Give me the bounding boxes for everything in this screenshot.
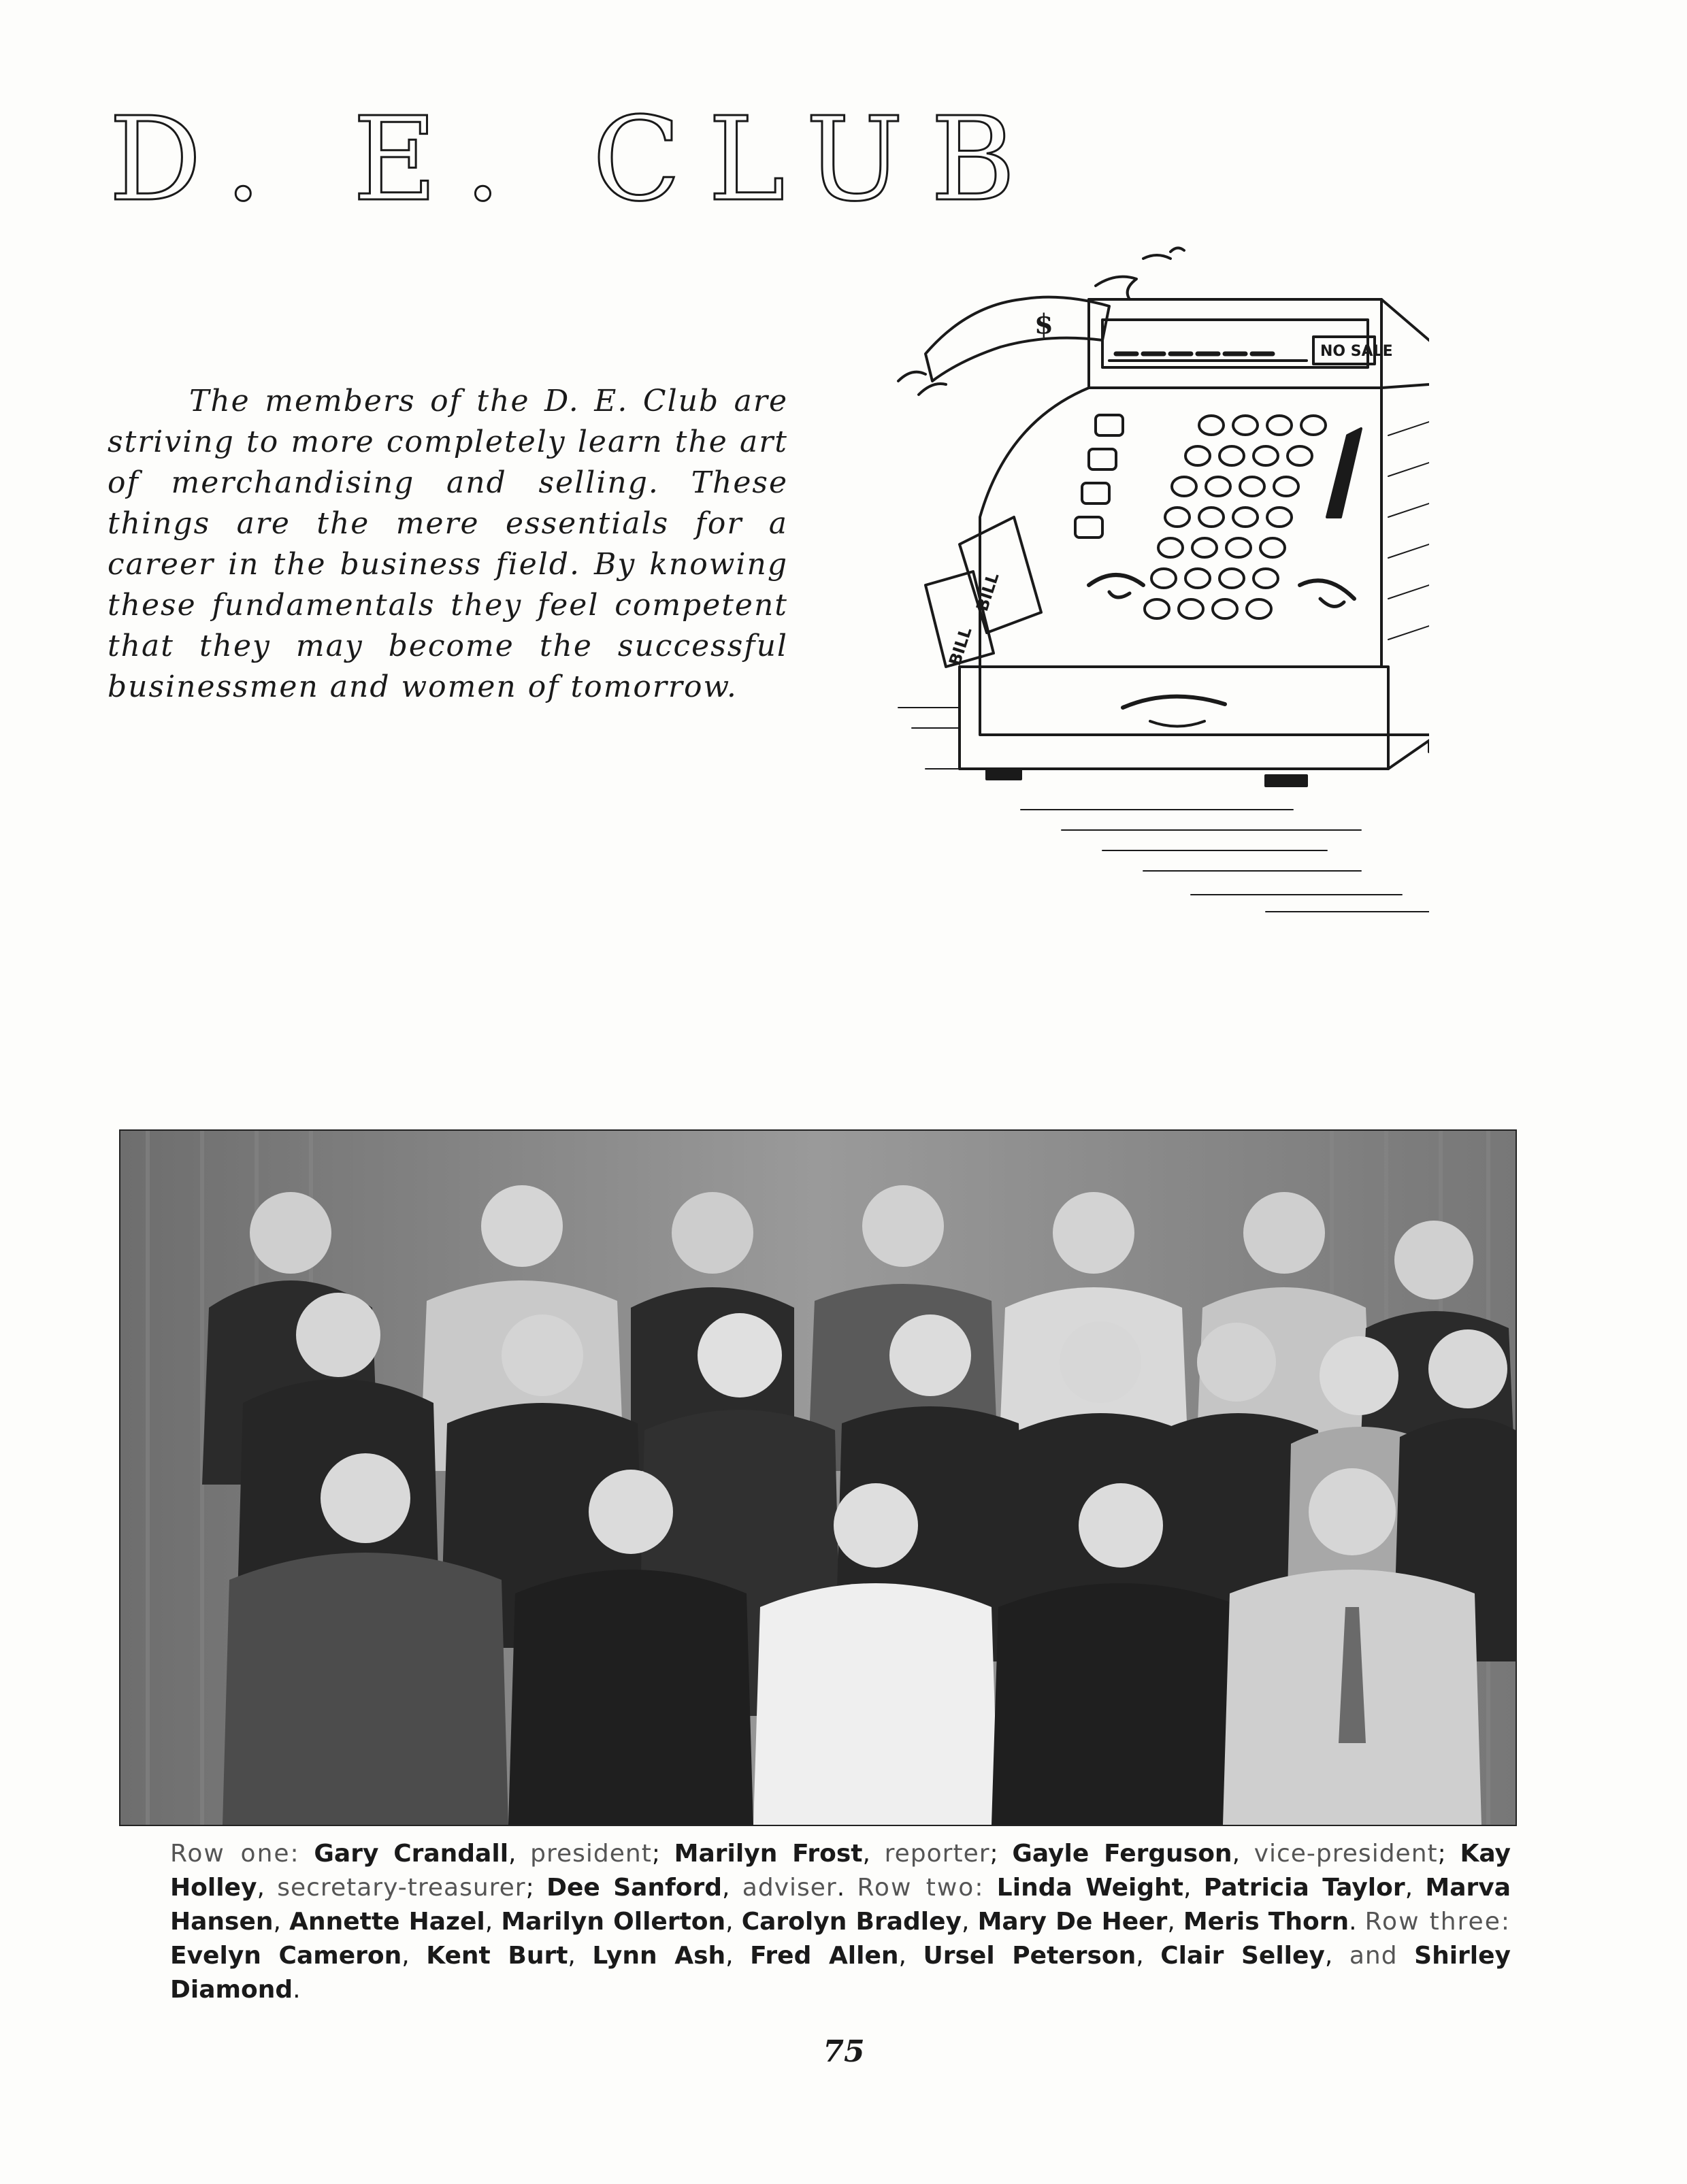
bill-label-2: BILL [945,625,976,668]
row-three-member: Evelyn Cameron [170,1942,402,1970]
row-three-member: Ursel Peterson [923,1942,1136,1970]
row-three-label: Row three: [1364,1908,1511,1936]
row-one-member: Kay Holley [170,1840,1511,1902]
row-two-member: Marva Hansen [170,1874,1511,1936]
row-one-role: reporter [884,1840,990,1868]
row-three-member: Lynn Ash [592,1942,726,1970]
row-one-role: secretary-treasurer [277,1874,526,1902]
row-two-member: Patricia Taylor [1203,1874,1405,1902]
row-one-role: vice-president [1254,1840,1438,1868]
row-two-member: Meris Thorn [1183,1908,1349,1936]
row-one-member: Marilyn Frost [674,1840,863,1868]
bill-label-1: BILL [972,570,1003,614]
row-three-member: Kent Burt [426,1942,568,1970]
row-two-member: Marilyn Ollerton [501,1908,726,1936]
row-two-member: Linda Weight [996,1874,1183,1902]
intro-paragraph: The members of the D. E. Club are striving to more completely learn the art of merchandising and selling. These things are the mere essentials for a career in the business field. By knowing these fundamentals they feel competent that they may become the successful businessmen and women of tomorrow. [108,384,788,704]
row-two-member: Annette Hazel [289,1908,485,1936]
page-title: D. E. CLUB [109,93,1043,227]
row-three-member: Fred Allen [750,1942,899,1970]
row-three-conjunction: and [1349,1942,1398,1970]
cash-register-illustration [885,231,1429,925]
no-sale-label: NO SALE [1320,343,1393,360]
photo-caption: Row one: Gary Crandall, president; Marilyn Frost, reporter; Gayle Ferguson, vice-president; Kay Holley, secretary-treasurer; Dee Sanford, adviser. Row two: Linda Weight, Patricia Taylor, Marva Hansen, Annette Hazel, Marilyn Ollerton, Carolyn Bradley, Mary De Heer, Meris Thorn. Row three: Evelyn Cameron, Kent Burt, Lynn Ash, Fred Allen, Ursel Peterson, Clair Selley, and Shirley Diamond. [170,1840,1511,2004]
row-two-label: Row two: [857,1874,985,1902]
money-symbol: $ [1034,308,1053,340]
row-three-member: Shirley Diamond [170,1942,1511,2004]
row-two-member: Mary De Heer [977,1908,1168,1936]
row-one-member: Dee Sanford [546,1874,722,1902]
row-one-member: Gary Crandall [314,1840,509,1868]
row-one-label: Row one: [170,1840,300,1868]
group-photo-image [120,1131,1516,1825]
page-number: 75 [823,2034,865,2069]
row-two-member: Carolyn Bradley [741,1908,962,1936]
group-photo [119,1129,1517,1826]
row-one-role: adviser [742,1874,837,1902]
row-one-role: president [530,1840,652,1868]
row-one-member: Gayle Ferguson [1012,1840,1232,1868]
row-three-member: Clair Selley [1160,1942,1325,1970]
